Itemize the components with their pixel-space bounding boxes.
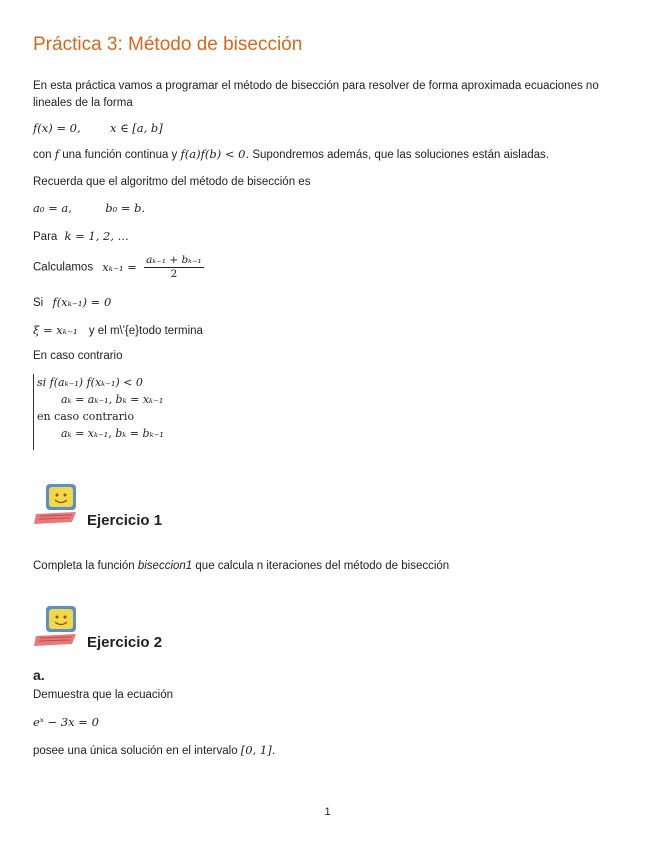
equation-fx: [33, 120, 163, 137]
si-line: [33, 294, 111, 312]
continuity-paragraph: [33, 146, 549, 164]
para-k: k = 1, 2, ...: [64, 229, 129, 243]
computer-icon: [32, 604, 80, 648]
ex1-text-b: que calcula n iteraciones del método de bisección: [195, 560, 450, 572]
ex1-text-a: Completa la función: [33, 560, 135, 572]
xi-expr: ξ = xₖ₋₁: [33, 323, 78, 337]
calc-lhs: xₖ₋₁ =: [102, 259, 137, 274]
para-text: Para: [33, 231, 58, 243]
con-end: Supondremos además, que las soluciones están aisladas.: [252, 149, 549, 161]
page-number: 1: [324, 806, 331, 818]
calc-numerator: aₖ₋₁ + bₖ₋₁: [146, 254, 202, 266]
algo-line-2: aₖ = aₖ₋₁, bₖ = xₖ₋₁: [61, 393, 164, 406]
equation-interval: x ∈ [a, b]: [109, 121, 163, 135]
con-cond: f(a)f(b) < 0.: [180, 147, 250, 161]
algo-line-4: aₖ = xₖ₋₁, bₖ = bₖ₋₁: [61, 427, 164, 440]
equation-fx-text: f(x) = 0,: [33, 121, 81, 135]
exercise-1-text: [33, 558, 449, 575]
xi-line: [33, 322, 203, 340]
calc-denominator: 2: [170, 268, 178, 280]
algo-line-1: si f(aₖ₋₁) f(xₖ₋₁) < 0: [37, 376, 143, 389]
algorithm-block: [33, 374, 164, 450]
exercise-2-text-2: [33, 742, 275, 760]
exercise-2-title: Ejercicio 2: [87, 634, 163, 651]
ex1-func-name: biseccion1: [137, 560, 193, 572]
calc-fraction: [144, 254, 204, 281]
algo-line-3: en caso contrario: [37, 410, 135, 423]
intro-line-2: lineales de la forma: [33, 97, 133, 109]
exercise-2-text: Demuestra que la ecuación: [33, 689, 173, 701]
intro-line-1: En esta práctica vamos a programar el método de bisección para resolver de forma aproximada ecuaciones no: [33, 80, 599, 92]
xi-text: y el m\'{e}todo termina: [88, 325, 203, 337]
si-cond: f(xₖ₋₁) = 0: [52, 295, 112, 309]
con-mid: una función continua y: [62, 149, 178, 161]
calc-line: [33, 254, 204, 281]
exercise-2-equation: eˣ − 3x = 0: [33, 715, 99, 729]
exercise-2-subsection: a.: [33, 667, 45, 683]
para-line: [33, 228, 129, 246]
init-b: b₀ = b.: [105, 201, 146, 215]
calc-text: Calculamos: [33, 261, 94, 274]
ex2-interval: [0, 1].: [240, 743, 276, 757]
init-equation: [33, 200, 145, 217]
page-title: Práctica 3: Método de bisección: [33, 34, 303, 55]
con-text: con: [33, 149, 52, 161]
recuerda-text: Recuerda que el algoritmo del método de bisección es: [33, 176, 311, 188]
computer-icon: [32, 482, 80, 526]
si-text: Si: [33, 297, 44, 309]
caso-contrario-text: En caso contrario: [33, 350, 123, 362]
exercise-1-title: Ejercicio 1: [87, 512, 163, 529]
ex2-text2a: posee una única solución en el intervalo: [33, 745, 238, 757]
init-a: a₀ = a,: [33, 201, 72, 215]
con-f: f: [54, 147, 60, 161]
